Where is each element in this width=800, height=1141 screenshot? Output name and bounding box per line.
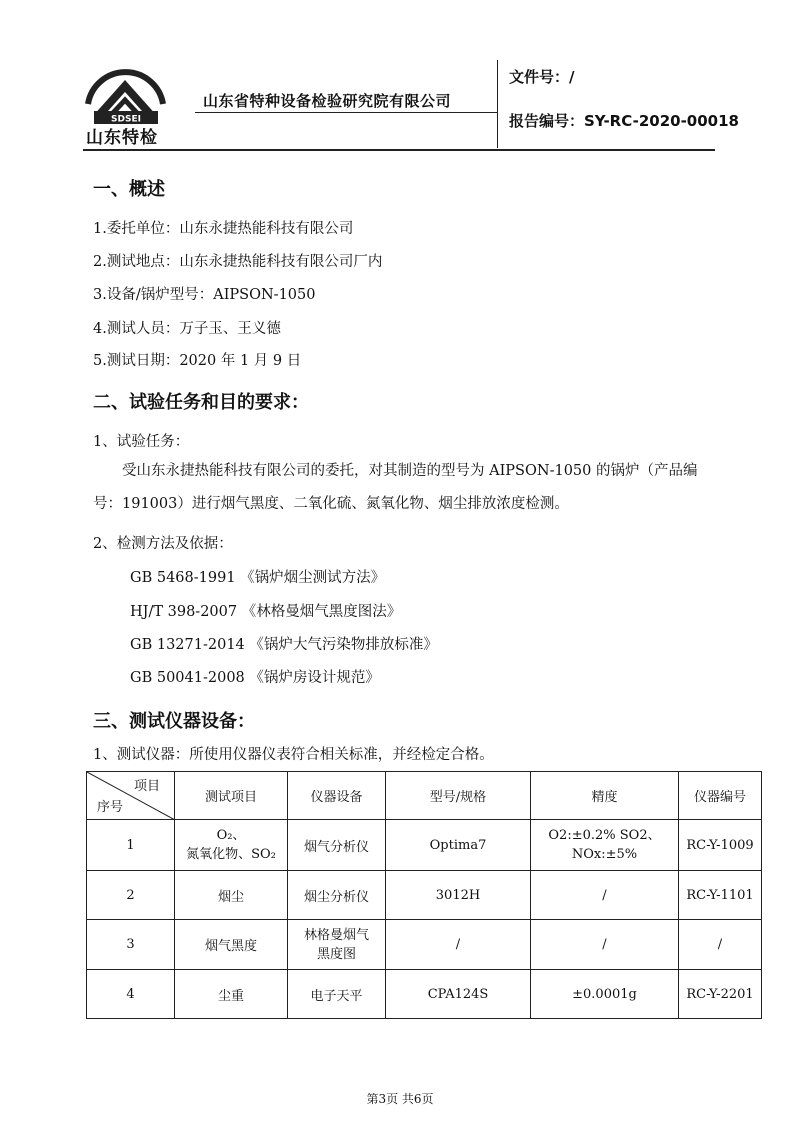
model-spec: 3012H bbox=[386, 871, 531, 920]
overview-personnel: 4.测试人员：万子玉、王义德 bbox=[93, 321, 281, 337]
table-row bbox=[87, 820, 762, 871]
method-item: GB 50041-2008 《锅炉房设计规范》 bbox=[130, 670, 380, 686]
test-item: O₂、 氮氧化物、SO₂ bbox=[175, 820, 288, 871]
overview-date: 5.测试日期：2020 年 1 月 9 日 bbox=[93, 353, 302, 369]
instrument-code: RC-Y-1101 bbox=[679, 871, 762, 920]
section2-title: 二、试验任务和目的要求： bbox=[93, 392, 309, 413]
column-header: 型号/规格 bbox=[386, 772, 531, 820]
method-item: GB 13271-2014 《锅炉大气污染物排放标准》 bbox=[130, 637, 438, 653]
section1-title: 一、概述 bbox=[93, 179, 165, 200]
header-rule bbox=[195, 112, 497, 113]
corner-item-label: 项目 bbox=[133, 779, 160, 794]
instrument-code: RC-Y-2201 bbox=[679, 970, 762, 1019]
device-name: 烟尘分析仪 bbox=[288, 871, 386, 920]
test-item: 烟气黑度 bbox=[175, 920, 288, 970]
header-divider bbox=[497, 60, 498, 148]
document-number: 文件号：/ bbox=[509, 68, 575, 86]
instruments-table bbox=[86, 771, 762, 1019]
instruments-note: 1、测试仪器：所使用仪器仪表符合相关标准，并经检定合格。 bbox=[93, 747, 494, 763]
report-number: 报告编号：SY-RC-2020-00018 bbox=[509, 112, 739, 130]
precision: / bbox=[531, 871, 679, 920]
task-label: 1、试验任务： bbox=[93, 434, 190, 450]
instrument-code: / bbox=[679, 920, 762, 970]
row-number: 1 bbox=[87, 820, 175, 871]
overview-model: 3.设备/锅炉型号：AIPSON-1050 bbox=[93, 287, 316, 303]
row-number: 3 bbox=[87, 920, 175, 970]
task-description: 受山东永捷热能科技有限公司的委托，对其制造的型号为 AIPSON-1050 的锅炉（产品编号：191003）进行烟气黑度、二氧化硫、氮氧化物、烟尘排放浓度检测。 bbox=[93, 463, 698, 512]
logo-caption: 山东特检 bbox=[86, 128, 158, 148]
model-spec: CPA124S bbox=[386, 970, 531, 1019]
corner-header-cell bbox=[87, 772, 175, 820]
page-number: 第3页 共6页 bbox=[366, 1092, 434, 1106]
column-header: 精度 bbox=[531, 772, 679, 820]
overview-location: 2.测试地点：山东永捷热能科技有限公司厂内 bbox=[93, 254, 383, 270]
method-item: GB 5468-1991 《锅炉烟尘测试方法》 bbox=[130, 570, 386, 586]
overview-client: 1.委托单位：山东永捷热能科技有限公司 bbox=[93, 221, 354, 237]
model-spec: Optima7 bbox=[386, 820, 531, 871]
column-header: 仪器设备 bbox=[288, 772, 386, 820]
method-item: HJ/T 398-2007 《林格曼烟气黑度图法》 bbox=[130, 604, 402, 620]
test-item: 烟尘 bbox=[175, 871, 288, 920]
precision: / bbox=[531, 920, 679, 970]
row-number: 2 bbox=[87, 871, 175, 920]
methods-label: 2、检测方法及依据： bbox=[93, 536, 233, 552]
device-name: 烟气分析仪 bbox=[288, 820, 386, 871]
table-header-row bbox=[87, 772, 762, 820]
model-spec: / bbox=[386, 920, 531, 970]
table-row bbox=[87, 970, 762, 1019]
table-row bbox=[87, 920, 762, 970]
corner-number-label: 序号 bbox=[97, 800, 124, 815]
column-header: 仪器编号 bbox=[679, 772, 762, 820]
device-name: 林格曼烟气 黑度图 bbox=[288, 920, 386, 970]
device-name: 电子天平 bbox=[288, 970, 386, 1019]
column-header: 测试项目 bbox=[175, 772, 288, 820]
precision: ±0.0001g bbox=[531, 970, 679, 1019]
row-number: 4 bbox=[87, 970, 175, 1019]
logo-badge-text: SDSEI bbox=[111, 114, 141, 125]
organization-name: 山东省特种设备检验研究院有限公司 bbox=[203, 92, 452, 110]
header-bottom-rule bbox=[83, 149, 715, 151]
precision: O2:±0.2% SO2、 NOx:±5% bbox=[531, 820, 679, 871]
test-item: 尘重 bbox=[175, 970, 288, 1019]
table-row bbox=[87, 871, 762, 920]
section3-title: 三、测试仪器设备： bbox=[93, 711, 255, 732]
instrument-code: RC-Y-1009 bbox=[679, 820, 762, 871]
